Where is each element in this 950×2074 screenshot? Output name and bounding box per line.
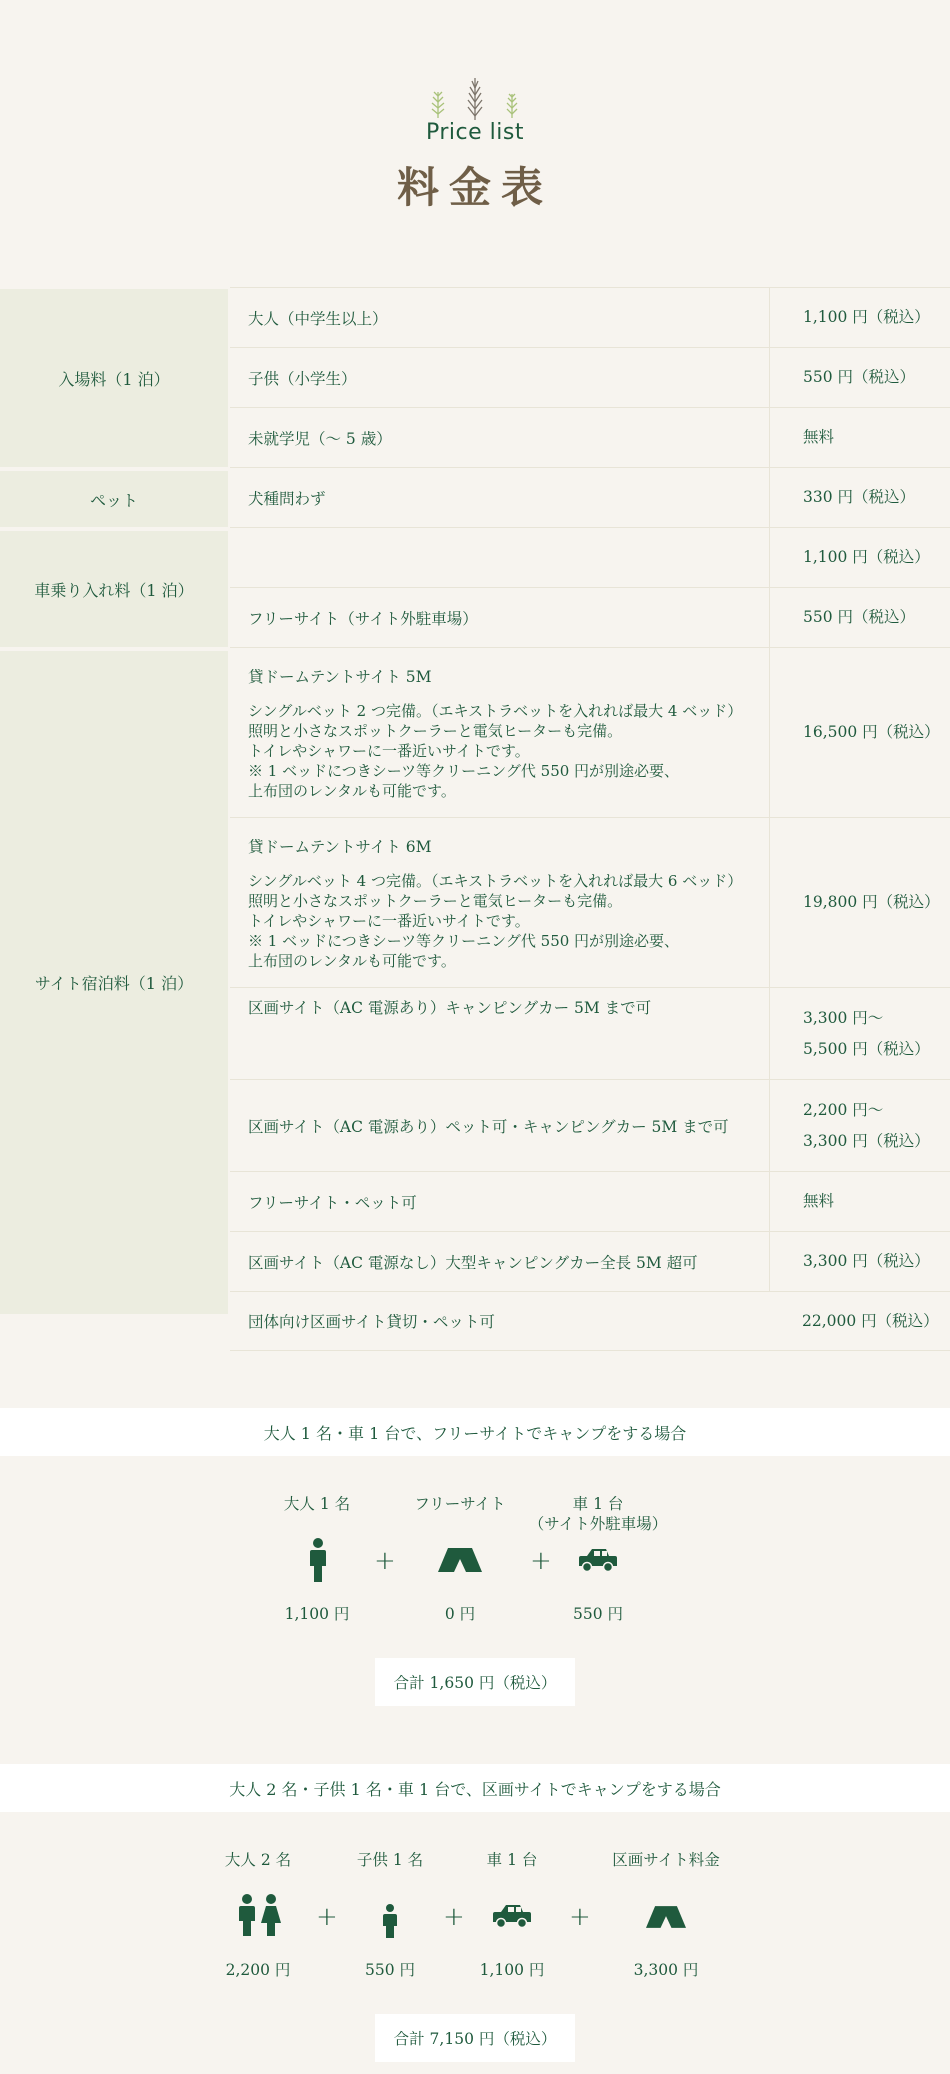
row-desc-line: ※ 1 ベッドにつきシーツ等クリーニング代 550 円が別途必要、 — [248, 932, 680, 950]
plus-sign: + — [443, 1902, 465, 1932]
table-row-price: 2,200 円～ 3,300 円（税込） — [769, 1079, 950, 1171]
table-row-item — [230, 527, 769, 587]
example-price: 550 円 — [364, 1961, 415, 1979]
example2-child — [330, 1850, 450, 1870]
row-desc-line: トイレやシャワーに一番近いサイトです。 — [248, 742, 530, 760]
example2-adults — [198, 1850, 318, 1870]
example1-site — [400, 1494, 520, 1514]
table-row-price: 550 円（税込） — [769, 347, 950, 407]
table-row-price: 330 円（税込） — [769, 467, 950, 527]
example-label: 車 1 台 — [486, 1851, 538, 1869]
row-desc-line: シングルベット 2 つ完備。（エキストラベットを入れれば最大 4 ベッド） — [248, 702, 743, 720]
example2-title: 大人 2 名・子供 1 名・車 1 台で、区画サイトでキャンプをする場合 — [0, 1764, 950, 1812]
plus-sign: + — [316, 1902, 338, 1932]
example2-site — [596, 1850, 736, 1870]
table-row-price: 22,000 円（税込） — [769, 1291, 950, 1351]
table-row-item: 区画サイト（AC 電源なし）大型キャンピングカー全長 5M 超可 — [230, 1231, 769, 1291]
example-price: 3,300 円 — [633, 1961, 699, 1979]
example-sublabel: （サイト外駐車場） — [528, 1515, 668, 1533]
person-icon — [308, 1538, 328, 1582]
table-row-price: 16,500 円（税込） — [769, 647, 950, 817]
example2 — [0, 1812, 950, 2074]
table-row-price: 550 円（税込） — [769, 587, 950, 647]
example2-car — [452, 1850, 572, 1870]
table-row-item: フリーサイト・ペット可 — [230, 1171, 769, 1231]
table-row-price: 19,800 円（税込） — [769, 817, 950, 987]
table-row-item-dome6m — [230, 817, 769, 987]
plus-sign: + — [530, 1546, 552, 1576]
example-price: 1,100 円 — [284, 1605, 350, 1623]
example1 — [0, 1456, 950, 1706]
example1-total: 合計 1,650 円（税込） — [375, 1658, 575, 1706]
page-title-jp: 料金表 — [396, 163, 553, 212]
leaves-icon — [425, 76, 525, 120]
example-price: 2,200 円 — [225, 1961, 291, 1979]
example-label: フリーサイト — [414, 1495, 506, 1513]
example-label: 大人 2 名 — [224, 1851, 292, 1869]
example-label: 子供 1 名 — [356, 1851, 424, 1869]
table-row-item-dome5m — [230, 647, 769, 817]
table-row-price: 無料 — [769, 1171, 950, 1231]
table-row-item: 未就学児（～ 5 歳） — [230, 407, 769, 467]
example-label: 車 1 台 — [572, 1495, 624, 1513]
example1-title: 大人 1 名・車 1 台で、フリーサイトでキャンプをする場合 — [0, 1408, 950, 1456]
car-icon — [576, 1548, 618, 1572]
example-price: 0 円 — [444, 1605, 476, 1623]
row-desc-line: 照明と小さなスポットクーラーと電気ヒーターも完備。 — [248, 722, 623, 740]
car-icon — [490, 1904, 532, 1928]
plus-sign: + — [374, 1546, 396, 1576]
row-desc-line: 上布団のレンタルも可能です。 — [248, 952, 456, 970]
row-desc-line: シングルベット 4 つ完備。（エキストラベットを入れれば最大 6 ベッド） — [248, 872, 743, 890]
row-title: 貸ドームテントサイト 6M — [248, 838, 432, 856]
table-row-item: 子供（小学生） — [230, 347, 769, 407]
example-label: 大人 1 名 — [283, 1495, 351, 1513]
row-desc-line: 照明と小さなスポットクーラーと電気ヒーターも完備。 — [248, 892, 623, 910]
table-row-price: 1,100 円（税込） — [769, 527, 950, 587]
table-row-item: 団体向け区画サイト貸切・ペット可 — [230, 1291, 769, 1351]
table-row-price: 1,100 円（税込） — [769, 287, 950, 347]
page-title-en: Price list — [426, 120, 524, 145]
table-row-item: 区画サイト（AC 電源あり）キャンピングカー 5M まで可 — [230, 987, 769, 1079]
table-row-price: 3,300 円～ 5,500 円（税込） — [769, 987, 950, 1079]
child-icon — [382, 1904, 398, 1938]
table-row-price: 無料 — [769, 407, 950, 467]
couple-icon — [238, 1894, 282, 1936]
table-row-item: フリーサイト（サイト外駐車場） — [230, 587, 769, 647]
table-row-item: 区画サイト（AC 電源あり）ペット可・キャンピングカー 5M まで可 — [230, 1079, 769, 1171]
table-row-price: 3,300 円（税込） — [769, 1231, 950, 1291]
example1-adult — [257, 1494, 377, 1514]
category-site: サイト宿泊料（1 泊） — [0, 651, 228, 1314]
example1-car — [518, 1494, 678, 1534]
table-row-item: 犬種問わず — [230, 467, 769, 527]
row-desc-line: ※ 1 ベッドにつきシーツ等クリーニング代 550 円が別途必要、 — [248, 762, 680, 780]
row-desc-line: 上布団のレンタルも可能です。 — [248, 782, 456, 800]
example-label: 区画サイト料金 — [612, 1851, 720, 1869]
example2-total: 合計 7,150 円（税込） — [375, 2014, 575, 2062]
example-price: 1,100 円 — [479, 1961, 545, 1979]
page-header — [0, 0, 950, 287]
plus-sign: + — [569, 1902, 591, 1932]
row-desc-line: トイレやシャワーに一番近いサイトです。 — [248, 912, 530, 930]
tent-icon — [438, 1548, 482, 1572]
category-vehicle: 車乗り入れ料（1 泊） — [0, 531, 228, 647]
tent-icon — [646, 1906, 686, 1928]
example-price: 550 円 — [572, 1605, 623, 1623]
category-pet: ペット — [0, 471, 228, 527]
row-title: 貸ドームテントサイト 5M — [248, 668, 432, 686]
category-admission: 入場料（1 泊） — [0, 289, 228, 467]
table-row-item: 大人（中学生以上） — [230, 287, 769, 347]
